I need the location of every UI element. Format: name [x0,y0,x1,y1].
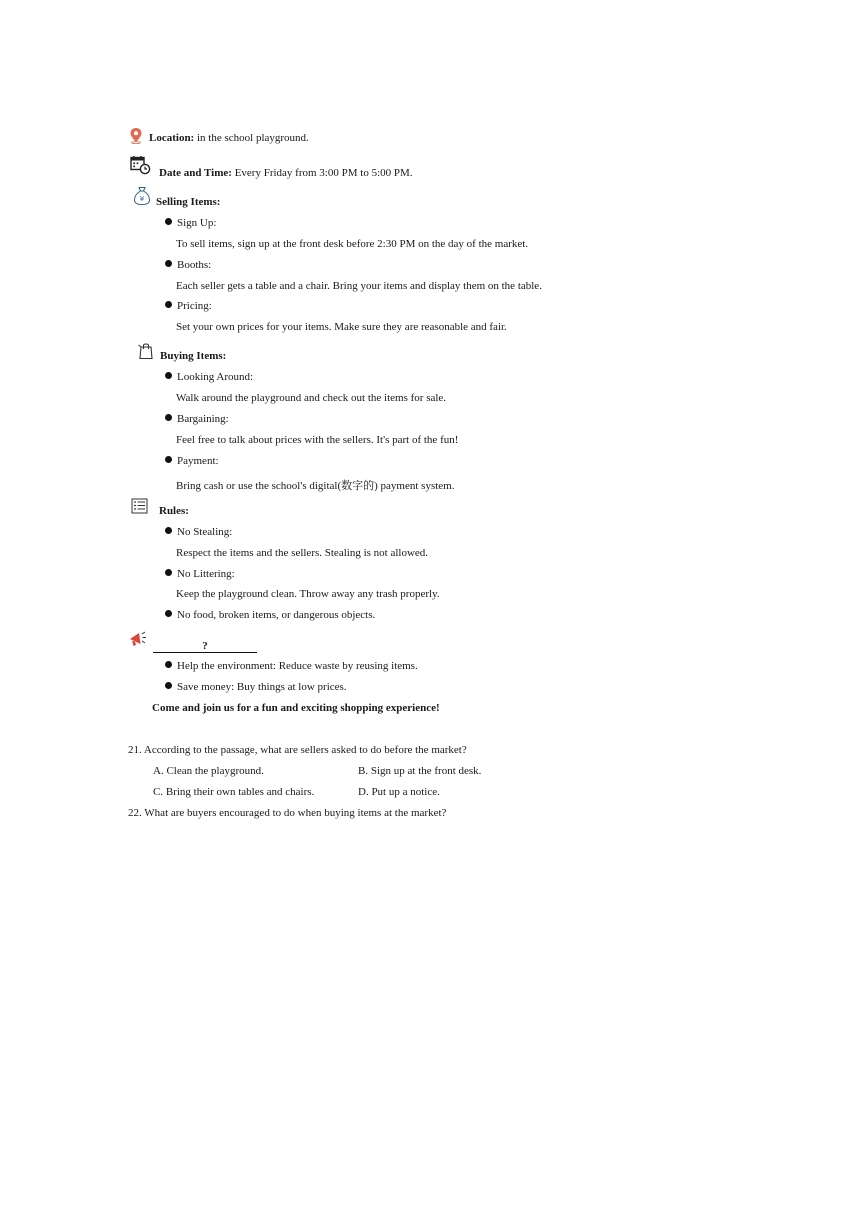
selling-item-title: Pricing: [165,300,212,312]
bullet-icon [165,301,172,308]
bullet-icon [165,260,172,267]
buying-heading: Buying Items: [160,350,227,362]
selling-item-desc: Each seller gets a table and a chair. Bring your items and display them on the table. [176,280,542,292]
bullet-icon [165,682,172,689]
location-pin-icon [129,127,143,144]
datetime-label: Date and Time: [159,167,232,179]
buying-item-desc: Bring cash or use the school's digital(数字的) payment system. [176,480,455,492]
buying-item-title: Bargaining: [165,413,229,425]
svg-text:¥: ¥ [139,195,145,203]
list-icon [131,498,149,515]
selling-item-desc: To sell items, sign up at the front desk before 2:30 PM on the day of the market. [176,238,529,250]
rules-item-desc: Keep the playground clean. Throw away any trash properly. [176,588,440,600]
buying-item-title: Payment: [165,455,219,467]
location-text: in the school playground. [196,132,309,144]
bullet-icon [165,527,172,534]
rules-item-title: No food, broken items, or dangerous objects. [165,609,375,621]
option-a: A. Clean the playground. [153,765,264,777]
location-line [149,132,309,144]
selling-heading: Selling Items: [156,196,221,208]
question-22: 22. What are buyers encouraged to do when buying items at the market? [128,807,447,819]
bullet-icon [165,569,172,576]
why-item: Save money: Buy things at low prices. [165,681,347,693]
bullet-icon [165,661,172,668]
selling-item-title: Sign Up: [165,217,216,229]
option-c: C. Bring their own tables and chairs. [153,786,315,798]
selling-item-title: Booths: [165,259,211,271]
option-b: B. Sign up at the front desk. [358,765,482,777]
money-bag-icon [133,186,151,206]
buying-item-desc: Feel free to talk about prices with the sellers. It's part of the fun! [176,434,459,446]
datetime-text: Every Friday from 3:00 PM to 5:00 PM. [234,167,413,179]
rules-item-desc: Respect the items and the sellers. Stealing is not allowed. [176,547,429,559]
selling-item-desc: Set your own prices for your items. Make sure they are reasonable and fair. [176,321,507,333]
bullet-icon [165,372,172,379]
why-heading-blank [153,640,257,653]
bullet-icon [165,610,172,617]
rules-item-title: No Stealing: [165,526,232,538]
megaphone-icon [128,630,147,649]
bullet-icon [165,218,172,225]
shopping-bag-icon [137,341,155,360]
datetime-line [159,167,413,179]
buying-item-title: Looking Around: [165,371,253,383]
calendar-clock-icon [130,155,151,175]
buying-item-desc: Walk around the playground and check out the items for sale. [176,392,447,404]
rules-item-title: No Littering: [165,568,235,580]
why-item: Help the environment: Reduce waste by reusing items. [165,660,418,672]
rules-heading: Rules: [159,505,189,517]
option-d: D. Put up a notice. [358,786,440,798]
bullet-icon [165,414,172,421]
closing-line: Come and join us for a fun and exciting shopping experience! [152,702,440,714]
answer-blank: ? [153,641,257,653]
question-21: 21. According to the passage, what are sellers asked to do before the market? [128,744,467,756]
location-label: Location: [149,132,195,144]
bullet-icon [165,456,172,463]
